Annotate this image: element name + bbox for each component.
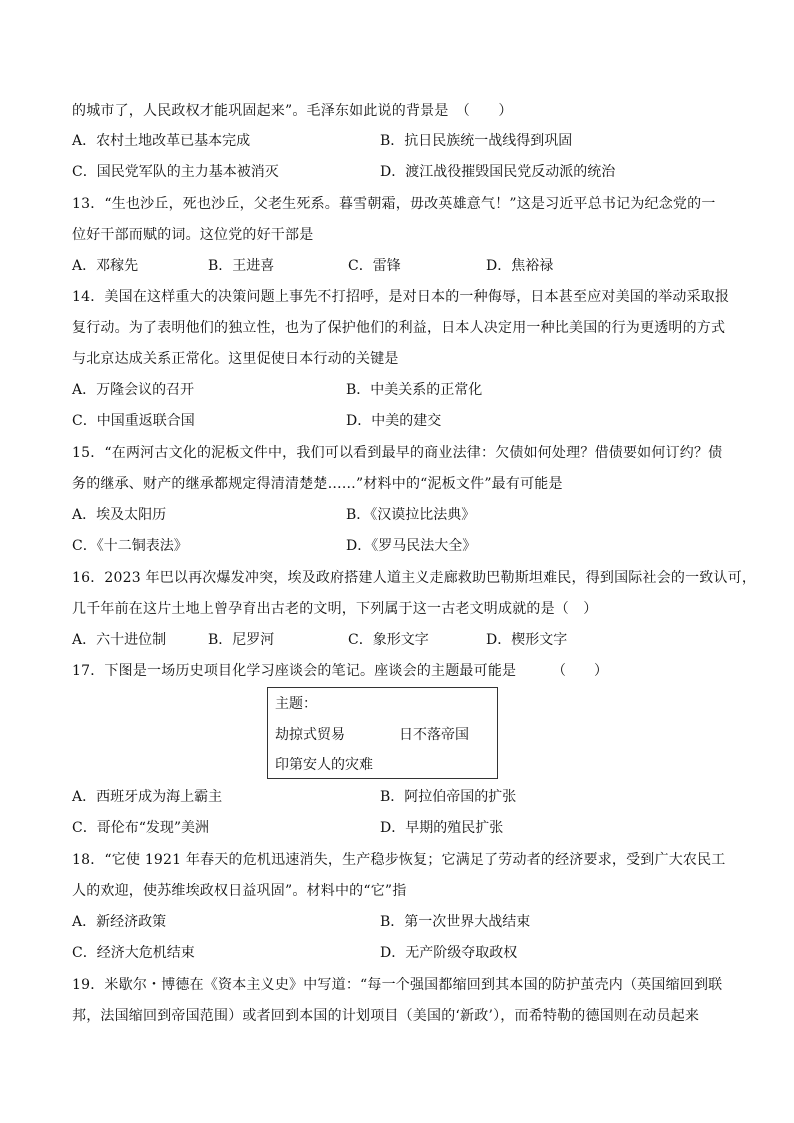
q14-stem-line-1: 14．美国在这样重大的决策问题上事先不打招呼，是对日本的一种侮辱，日本甚至应对美国的举动采取报	[72, 289, 730, 305]
q14-stem-line-2: 复行动。为了表明他们的独立性，也为了保护他们的利益，日本人决定用一种比美国的行为更透明的方式	[72, 320, 726, 336]
q13-stem-line-1: 13．“生也沙丘，死也沙丘，父老生死系。暮雪朝霜，毋改英雄意气！”这是习近平总书记为纪念党的一	[72, 196, 716, 212]
q12-stem-tail: 的城市了，人民政权才能巩固起来”。毛泽东如此说的背景是 （ ）	[72, 103, 513, 119]
q14-option-c: C．中国重返联合国	[72, 413, 195, 429]
q18-stem-line-1: 18．“它使 1921 年春天的危机迅速消失，生产稳步恢复；它满足了劳动者的经济要求，受到广大农民工	[72, 852, 726, 868]
q19-stem-line-1: 19．米歇尔・博德在《资本主义史》中写道：“每一个强国都缩回到其本国的防护茧壳内（英国缩回到联	[72, 977, 723, 993]
q13-stem-line-2: 位好干部而赋的词。这位党的好干部是	[72, 227, 314, 243]
q18-stem-line-2: 人的欢迎，使苏维埃政权日益巩固”。材料中的“它”指	[72, 883, 407, 899]
q16-option-a: A．六十进位制	[72, 632, 167, 648]
q16-stem-line-2: 几千年前在这片土地上曾孕育出古老的文明，下列属于这一古老文明成就的是（ ）	[72, 601, 598, 617]
q17-option-d: D．早期的殖民扩张	[380, 820, 504, 836]
q17-note-box	[267, 687, 498, 779]
q17-note-item-3: 印第安人的灾难	[275, 757, 373, 773]
q17-stem: 17．下图是一场历史项目化学习座谈会的笔记。座谈会的主题最可能是	[72, 663, 517, 679]
q19-stem-line-2: 邦，法国缩回到帝国范围）或者回到本国的计划项目（美国的‘新政’），而希特勒的德国则在动员起来	[72, 1008, 700, 1024]
q16-stem-line-1: 16．2023 年巴以再次爆发冲突，埃及政府搭建人道主义走廊救助巴勒斯坦难民，得到国际社会的一致认可，	[72, 570, 757, 586]
q18-option-a: A．新经济政策	[72, 914, 167, 930]
q18-option-b: B．第一次世界大战结束	[380, 914, 531, 930]
q16-option-d: D．楔形文字	[486, 632, 568, 648]
q14-option-b: B．中美关系的正常化	[346, 382, 483, 398]
q13-option-c: C．雷锋	[348, 258, 401, 274]
q15-option-d: D．《罗马民法大全》	[346, 538, 477, 554]
q14-option-a: A．万隆会议的召开	[72, 382, 195, 398]
q18-option-d: D．无产阶级夺取政权	[380, 945, 518, 961]
q16-option-b: B．尼罗河	[208, 632, 275, 648]
q13-option-b: B．王进喜	[208, 258, 275, 274]
q17-option-b: B．阿拉伯帝国的扩张	[380, 789, 517, 805]
q12-option-c: C．国民党军队的主力基本被消灭	[72, 164, 279, 180]
q17-option-c: C．哥伦布“发现”美洲	[72, 820, 210, 836]
q15-option-c: C．《十二铜表法》	[72, 538, 188, 554]
q17-note-heading: 主题：	[275, 696, 317, 712]
q13-option-d: D．焦裕禄	[486, 258, 554, 274]
q15-option-b: B．《汉谟拉比法典》	[346, 507, 476, 523]
q17-answer-paren: （ ）	[552, 663, 608, 679]
q12-option-d: D．渡江战役摧毁国民党反动派的统治	[380, 164, 616, 180]
q15-stem-line-1: 15．“在两河古文化的泥板文件中，我们可以看到最早的商业法律：欠债如何处理？借债要如何订约？债	[72, 445, 723, 461]
q14-option-d: D．中美的建交	[346, 413, 442, 429]
q18-option-c: C．经济大危机结束	[72, 945, 195, 961]
q17-note-item-1: 劫掠式贸易	[275, 727, 345, 743]
q17-note-item-2: 日不落帝国	[399, 727, 469, 743]
q17-option-a: A．西班牙成为海上霸主	[72, 789, 223, 805]
q13-option-a: A．邓稼先	[72, 258, 139, 274]
q12-option-b: B．抗日民族统一战线得到巩固	[380, 133, 573, 149]
q14-stem-line-3: 与北京达成关系正常化。这里促使日本行动的关键是	[72, 351, 399, 367]
q15-stem-line-2: 务的继承、财产的继承都规定得清清楚楚……”材料中的“泥板文件”最有可能是	[72, 476, 563, 492]
q16-option-c: C．象形文字	[348, 632, 429, 648]
q15-option-a: A．埃及太阳历	[72, 507, 167, 523]
q12-option-a: A．农村土地改革已基本完成	[72, 133, 251, 149]
